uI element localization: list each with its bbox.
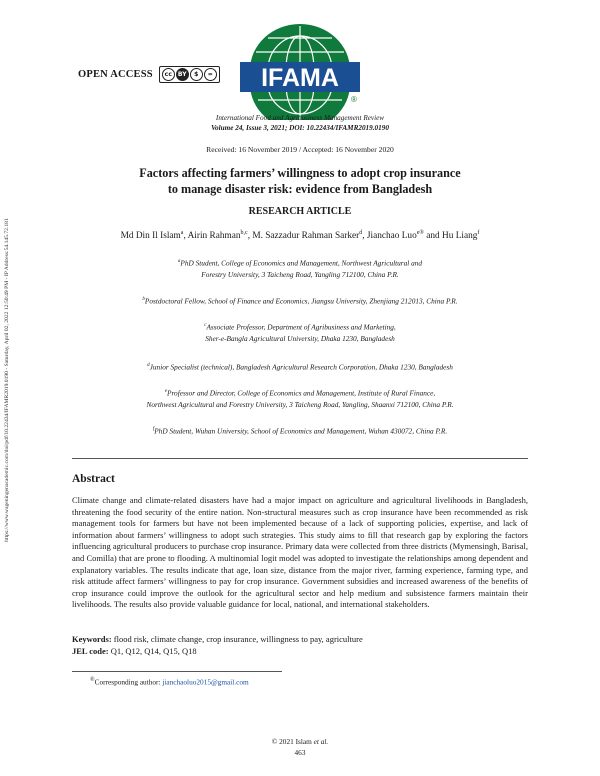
author-name: M. Sazzadur Rahman Sarker: [252, 231, 360, 242]
abstract-heading: Abstract: [72, 473, 115, 485]
affiliation-d: [0, 360, 600, 373]
affiliation-mark: c: [204, 323, 207, 328]
jel-code-line: [72, 646, 197, 657]
author-affiliation-mark: b,c: [240, 230, 248, 236]
cc-icon: cc: [162, 68, 175, 81]
copyright-etal: et al.: [313, 737, 329, 746]
author-name: Md Din Il Islam: [120, 231, 181, 242]
affiliation-c: [0, 320, 600, 344]
affiliation-mark: b: [142, 297, 145, 302]
affiliation-line: Northwest Agricultural and Forestry University, 3 Taicheng Road, Yangling, Shaanxi 712100, China P.R.: [146, 399, 454, 409]
journal-volume-doi: Volume 24, Issue 3, 2021; DOI: 10.22434/IFAMR2019.0190: [211, 124, 389, 132]
journal-name: International Food and Agribusiness Management Review: [215, 114, 385, 122]
author-name: Jianchao Luo: [366, 231, 417, 242]
keywords-line: [72, 634, 363, 645]
corresponding-author-footnote: [90, 677, 249, 686]
corresponding-author-icon: ®: [90, 677, 95, 683]
received-accepted-dates: Received: 16 November 2019 / Accepted: 16 November 2020: [206, 145, 394, 154]
author-list: [0, 230, 600, 241]
copyright-line: [0, 737, 600, 746]
keywords-value: flood risk, climate change, crop insurance, willingness to pay, agriculture: [113, 634, 363, 644]
corresponding-author-label: Corresponding author:: [94, 677, 161, 687]
affiliation-mark: f: [152, 427, 155, 432]
open-access-text: OPEN ACCESS: [78, 69, 153, 80]
affiliation-line: Junior Specialist (technical), Bangladesh Agricultural Research Corporation, Dhaka 1230, Bangladesh: [149, 362, 453, 372]
author-name: Hu Liang: [442, 231, 478, 242]
cc-by-icon: BY: [176, 68, 189, 81]
author-affiliation-mark: e: [416, 230, 420, 236]
affiliation-mark: a: [177, 259, 181, 264]
author-separator: ,: [183, 231, 188, 242]
author-affiliation-mark: f: [477, 230, 480, 236]
article-title-line-2: to manage disaster risk: evidence from Bangladesh: [167, 181, 433, 196]
footnote-divider: [72, 671, 282, 672]
affiliation-line: Postdoctoral Fellow, School of Finance and Economics, Jiangsu University, Zhenjiang 212013, China P.R.: [144, 296, 458, 306]
copyright-text: © 2021 Islam: [271, 737, 314, 746]
author-separator: ,: [362, 231, 367, 242]
author-separator: and: [423, 231, 443, 242]
affiliation-e: [0, 386, 600, 410]
keywords-label: Keywords:: [72, 634, 112, 644]
affiliation-line: Forestry University, 3 Taicheng Road, Yangling 712100, China P.R.: [201, 269, 399, 279]
ifama-logo: [238, 22, 362, 120]
corresponding-author-icon: ®: [419, 230, 424, 236]
author-name: Airin Rahman: [187, 231, 241, 242]
affiliation-mark: d: [147, 363, 150, 368]
affiliation-a: [0, 256, 600, 280]
jel-code-label: JEL code:: [72, 646, 109, 656]
affiliation-line: PhD Student, Wuhan University, School of Economics and Management, Wuhan 430072, China P.R.: [154, 426, 448, 436]
author-separator: ,: [247, 231, 253, 242]
author-affiliation-mark: d: [359, 230, 363, 236]
ifama-logo-text: IFAMA: [261, 64, 339, 92]
article-type: RESEARCH ARTICLE: [248, 206, 352, 217]
affiliation-line: Sher-e-Bangla Agricultural University, Dhaka 1230, Bangladesh: [205, 333, 395, 343]
corresponding-author-email-link[interactable]: jianchaoluo2015@gmail.com: [162, 677, 249, 687]
open-access-label: [78, 66, 220, 83]
affiliation-f: [0, 424, 600, 437]
affiliation-line: Professor and Director, College of Economics and Management, Institute of Rural Finance,: [167, 388, 436, 398]
affiliation-mark: e: [164, 389, 168, 394]
side-download-strip: [0, 130, 17, 630]
cc-nd-icon: =: [204, 68, 217, 81]
article-title-line-1: Factors affecting farmers’ willingness to adopt crop insurance: [139, 166, 461, 180]
cc-nc-icon: $: [190, 68, 203, 81]
registered-mark: ®: [351, 95, 357, 104]
page-number: 463: [294, 748, 306, 757]
affiliation-line: PhD Student, College of Economics and Management, Northwest Agricultural and: [180, 258, 423, 268]
section-divider: [72, 458, 528, 459]
article-title: [0, 166, 600, 197]
author-affiliation-mark: a: [180, 230, 184, 236]
jel-code-value: Q1, Q12, Q14, Q15, Q18: [110, 646, 197, 656]
abstract-body: Climate change and climate-related disasters have had a major impact on agriculture and agricultural livelihoods in Bangladesh, threatening the food security of the entire nation. Non-structural measures such as crop insurance have been recommended as risk management tools for farmers but have not been implemented because of a lack of supporting policies, expertise, and lack of information about farmers’ willingness to adopt such strategies. This study aims to fill that research gap by exploring the factors influencing agricultural producers to purchase crop insurance. Primary data were collected from three districts (Mymensingh, Barisal, and Comilla) that are prone to flooding. A multinomial logit model was adopted to investigate the relationships among dependent and explanatory variables. The results indicate that age, loan size, distance from the major river, farming experience, farming type, and risk attitude affect farmers’ willingness to pay for crop insurance. Government subsidies and increased awareness of the benefits of crop insurance could improve the outlook for the agricultural sector and help medium and subsistence farmers maintain their livelihoods. The results also provide valuable guidance for local, national, and international stakeholders.: [72, 495, 528, 610]
affiliation-line: Associate Professor, Department of Agribusiness and Marketing,: [206, 322, 396, 332]
affiliation-b: [0, 294, 600, 307]
cc-license-badge[interactable]: [159, 66, 220, 83]
side-download-text: https://www.wageningenacademic.com/doi/pdf/10.22434/IFAMR2019.0190 - Saturday, April 02, 2022 12:50:49 PM - IP Address:54.145.72.181: [4, 218, 10, 542]
